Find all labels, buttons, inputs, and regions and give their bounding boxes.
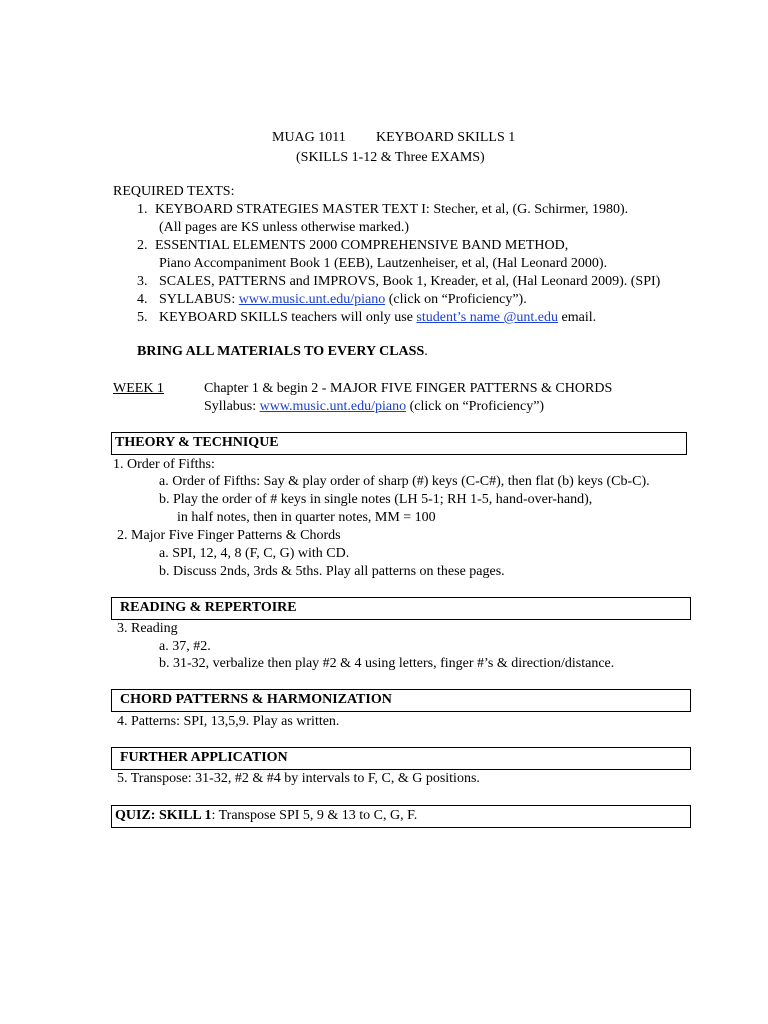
email-note-pre: KEYBOARD SKILLS teachers will only use bbox=[159, 310, 417, 325]
text-item-5 bbox=[159, 310, 596, 326]
week-syllabus bbox=[204, 399, 544, 415]
theory-line-4: in half notes, then in quarter notes, MM = 100 bbox=[177, 510, 436, 525]
course-subtitle: (SKILLS 1-12 & Three EXAMS) bbox=[296, 150, 485, 165]
email-note-post: email. bbox=[558, 310, 597, 325]
theory-line-6: a. SPI, 12, 4, 8 (F, C, G) with CD. bbox=[159, 546, 350, 561]
week-label: WEEK 1 bbox=[113, 381, 164, 396]
text-item-5-num: 5. bbox=[137, 310, 148, 325]
further-line-1: 5. Transpose: 31-32, #2 & #4 by intervals to F, C, & G positions. bbox=[117, 771, 480, 786]
bring-notice-text: BRING ALL MATERIALS TO EVERY CLASS bbox=[137, 344, 425, 359]
week-chapter: Chapter 1 & begin 2 - MAJOR FIVE FINGER PATTERNS & CHORDS bbox=[204, 381, 613, 396]
email-link[interactable]: student’s name @unt.edu bbox=[416, 310, 559, 325]
section-chord-patterns: CHORD PATTERNS & HARMONIZATION bbox=[111, 689, 691, 712]
course-code: MUAG 1011 bbox=[272, 130, 346, 145]
text-item-4-num: 4. bbox=[137, 292, 148, 307]
section-theory-technique: THEORY & TECHNIQUE bbox=[111, 432, 687, 455]
bring-notice bbox=[137, 344, 428, 360]
week-syllabus-label: Syllabus: bbox=[204, 399, 260, 414]
text-item-2-num: 2. bbox=[137, 238, 148, 253]
chord-line-1: 4. Patterns: SPI, 13,5,9. Play as written. bbox=[117, 714, 340, 729]
theory-line-2: a. Order of Fifths: Say & play order of sharp (#) keys (C-C#), then flat (b) keys (Cb-C). bbox=[159, 474, 650, 489]
week-syllabus-note: (click on “Proficiency”) bbox=[406, 399, 545, 414]
section-further-application: FURTHER APPLICATION bbox=[111, 747, 691, 770]
section-reading-repertoire: READING & REPERTOIRE bbox=[111, 597, 691, 620]
text-item-1-num: 1. bbox=[137, 202, 148, 217]
text-item-2: ESSENTIAL ELEMENTS 2000 COMPREHENSIVE BAND METHOD, bbox=[155, 238, 569, 253]
theory-line-3: b. Play the order of # keys in single notes (LH 5-1; RH 1-5, hand-over-hand), bbox=[159, 492, 593, 507]
required-texts-heading: REQUIRED TEXTS: bbox=[113, 184, 235, 199]
syllabus-link[interactable]: www.music.unt.edu/piano bbox=[238, 292, 386, 307]
text-item-3: SCALES, PATTERNS and IMPROVS, Book 1, Kreader, et al, (Hal Leonard 2009). (SPI) bbox=[159, 274, 661, 289]
text-item-3-num: 3. bbox=[137, 274, 148, 289]
quiz-title: QUIZ: SKILL 1 bbox=[115, 808, 212, 823]
theory-line-7: b. Discuss 2nds, 3rds & 5ths. Play all patterns on these pages. bbox=[159, 564, 505, 579]
theory-line-1: 1. Order of Fifths: bbox=[113, 457, 215, 472]
reading-line-1: 3. Reading bbox=[117, 621, 178, 636]
theory-line-5: 2. Major Five Finger Patterns & Chords bbox=[117, 528, 341, 543]
text-item-1: KEYBOARD STRATEGIES MASTER TEXT I: Stecher, et al, (G. Schirmer, 1980). bbox=[155, 202, 629, 217]
text-item-1-cont: (All pages are KS unless otherwise marked.) bbox=[159, 220, 409, 235]
week-syllabus-link[interactable]: www.music.unt.edu/piano bbox=[259, 399, 407, 414]
quiz-text: : Transpose SPI 5, 9 & 13 to C, G, F. bbox=[211, 808, 418, 823]
bring-notice-period: . bbox=[424, 344, 428, 359]
syllabus-note: (click on “Proficiency”). bbox=[385, 292, 527, 307]
text-item-4 bbox=[159, 292, 527, 308]
syllabus-label: SYLLABUS: bbox=[159, 292, 239, 307]
course-name: KEYBOARD SKILLS 1 bbox=[376, 130, 516, 145]
reading-line-3: b. 31-32, verbalize then play #2 & 4 using letters, finger #’s & direction/distance. bbox=[159, 656, 615, 671]
text-item-2-cont: Piano Accompaniment Book 1 (EEB), Lautzenheiser, et al, (Hal Leonard 2000). bbox=[159, 256, 608, 271]
section-quiz bbox=[111, 805, 691, 828]
reading-line-2: a. 37, #2. bbox=[159, 639, 211, 654]
